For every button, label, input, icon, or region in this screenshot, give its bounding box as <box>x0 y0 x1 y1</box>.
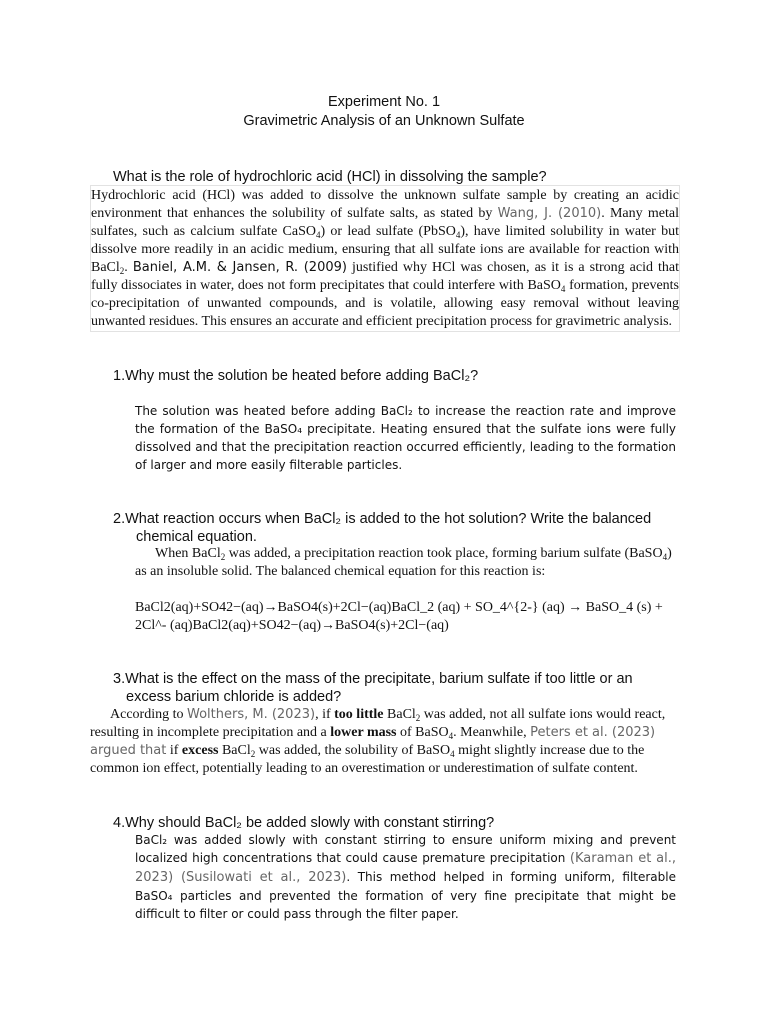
answer-3-text: if <box>169 743 179 758</box>
answer-0-text: justified why HCl was chosen, as it is a strong acid that fully dissociates in water, does not form precipitates that could interfere with BaSO <box>91 260 679 293</box>
subscript: 2 <box>415 713 421 723</box>
subscript: 4 <box>316 230 321 240</box>
emphasis-too-little: too little <box>334 707 384 722</box>
answer-3-text: BaCl <box>221 743 251 758</box>
answer-4-text: . This method helped in forming uniform, filterable BaSO₄ particles and prevented the formation of very fine precipitate that might be difficult to filter or could pass through the filter paper. <box>135 870 676 921</box>
subscript: 2 <box>220 552 226 562</box>
answer-2 <box>135 545 675 581</box>
answer-3-text: might slightly increase due to the common ion effect, potentially leading to an overestimation or underestimation of sulfate content. <box>90 743 645 776</box>
answer-2-text: was added, a precipitation reaction took place, forming barium sulfate (BaSO <box>228 546 663 561</box>
subscript: 2 <box>250 749 256 759</box>
answer-0-text: . <box>124 260 128 275</box>
answer-3-text: , if <box>315 707 331 722</box>
subscript: 4 <box>450 749 455 759</box>
subscript: 4 <box>662 552 668 562</box>
citation-wolthers: Wolthers, M. (2023) <box>186 707 316 722</box>
page-title: Experiment No. 1 <box>327 94 441 110</box>
answer-0-text: ), have limited solubility in water but dissolve more readily in an acidic medium, ensuring that all sulfate ions are available for reaction with BaCl <box>91 224 679 275</box>
subscript: 4 <box>560 284 566 294</box>
answer-0-text: formation, prevents co-precipitation of unwanted compounds, and is volatile, allowing easy removal without leaving unwanted residues. This ensures an accurate and efficient precipitation process for gravimetric analysis. <box>91 278 680 329</box>
answer-2-text: When BaCl <box>155 546 221 561</box>
question-2-line1: 2.What reaction occurs when BaCl₂ is added to the hot solution? Write the balanced <box>113 511 652 527</box>
question-0: What is the role of hydrochloric acid (HCl) in dissolving the sample? <box>113 169 547 185</box>
answer-3-text: of BaSO <box>400 725 449 740</box>
balanced-equation: BaCl2(aq)+SO42−(aq)→BaSO4(s)+2Cl−(aq)BaCl_2 (aq) + SO_4^{2-} (aq) → BaSO_4 (s) + 2Cl^- (aq)BaCl2(aq)+SO42−(aq)→BaSO4(s)+2Cl−(aq) <box>135 600 663 633</box>
answer-3 <box>90 706 674 778</box>
question-3-line2: excess barium chloride is added? <box>126 689 342 705</box>
citation-baniel: Baniel, A.M. & Jansen, R. (2009) <box>132 260 347 275</box>
answer-0-text: . Many metal sulfates, such as calcium sulfate CaSO <box>91 206 679 239</box>
answer-3-text: . Meanwhile, <box>453 725 527 740</box>
answer-1: The solution was heated before adding BaCl₂ to increase the reaction rate and improve the formation of the BaSO₄ precipitate. Heating ensured that the sulfate ions were fully dissolved and that the precipitation reaction occurred efficiently, leading to the formation of larger and more easily filterable particles. <box>135 404 676 472</box>
question-3-line1: 3.What is the effect on the mass of the precipitate, barium sulfate if too little or an <box>113 671 633 687</box>
subscript: 2 <box>119 266 125 276</box>
subscript: 4 <box>448 731 454 741</box>
answer-0-text: ) or lead sulfate (PbSO <box>320 224 456 239</box>
citation-wang: Wang, J. (2010) <box>497 206 602 221</box>
emphasis-lower-mass: lower mass <box>330 725 397 740</box>
question-4: 4.Why should BaCl₂ be added slowly with constant stirring? <box>113 815 495 831</box>
answer-3-text: was added, not all sulfate ions would react, resulting in incomplete precipitation and a <box>90 707 666 740</box>
answer-4-text: BaCl₂ was added slowly with constant stirring to ensure uniform mixing and prevent localized high concentrations that could cause premature precipitation <box>135 833 676 865</box>
answer-0-box <box>90 185 680 332</box>
page-subtitle: Gravimetric Analysis of an Unknown Sulfate <box>243 113 525 129</box>
question-2-line2: chemical equation. <box>136 529 257 545</box>
question-1: 1.Why must the solution be heated before adding BaCl₂? <box>113 368 479 384</box>
emphasis-excess: excess <box>181 743 219 758</box>
answer-3-text: BaCl <box>387 707 416 722</box>
answer-3-text: According to <box>110 707 184 722</box>
answer-2-text: ) as an insoluble solid. The balanced chemical equation for this reaction is: <box>135 546 672 579</box>
citation-peters: Peters et al. (2023) argued that <box>90 725 656 758</box>
answer-4 <box>135 831 676 923</box>
citation-karaman-susilowati: (Karaman et al., 2023) (Susilowati et al., 2023) <box>135 851 676 885</box>
answer-3-text: was added, the solubility of BaSO <box>258 743 451 758</box>
subscript: 4 <box>455 230 461 240</box>
answer-0-text: Hydrochloric acid (HCl) was added to dissolve the unknown sulfate sample by creating an acidic environment that enhances the solubility of sulfate salts, as stated by <box>91 188 679 221</box>
